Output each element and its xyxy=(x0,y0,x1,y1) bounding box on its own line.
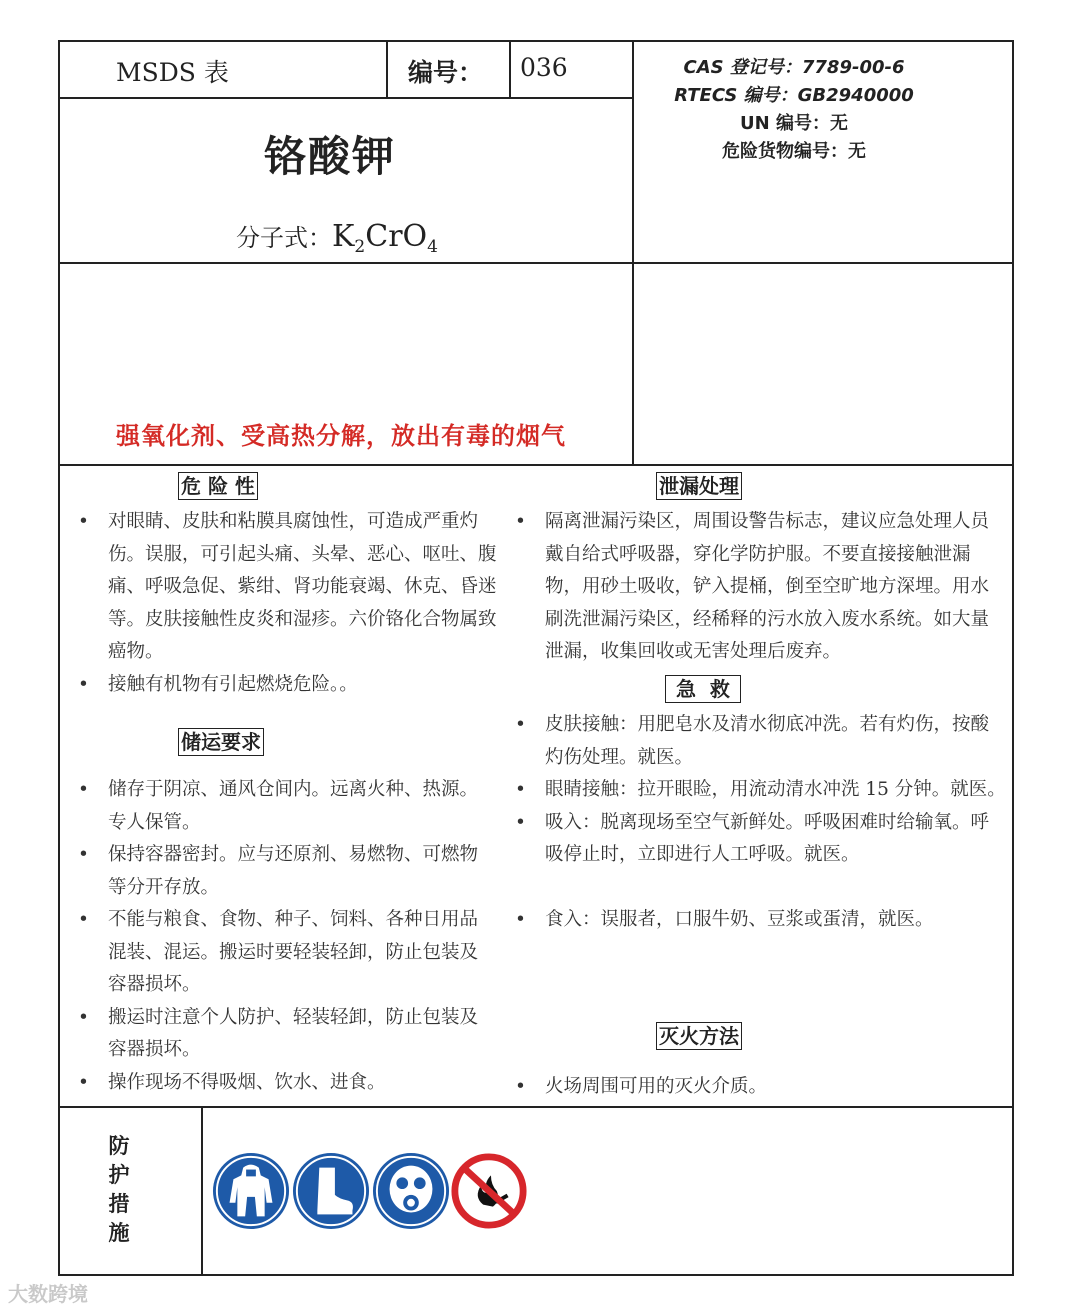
molecular-formula xyxy=(236,218,438,257)
list-item: • 食入：误服者，口服牛奶、豆浆或蛋清，就医。 xyxy=(515,908,934,930)
form-name: MSDS 表 xyxy=(116,58,229,87)
divider xyxy=(58,464,1014,466)
fire-list xyxy=(515,1071,993,1104)
watermark: 大数跨境 xyxy=(8,1282,88,1306)
list-item: • 皮肤接触：用肥皂水及清水彻底冲洗。若有灼伤，按酸灼伤处理。就医。 xyxy=(515,714,990,768)
chemical-name: 铬酸钾 xyxy=(264,132,397,181)
list-item: • 储存于阴凉、通风仓间内。远离火种、热源。专人保管。 xyxy=(78,779,479,833)
list-item: • 火场周围可用的灭火介质。 xyxy=(515,1076,768,1097)
section-title-fire: 灭火方法 xyxy=(656,1022,742,1050)
first-aid-list xyxy=(515,709,1007,936)
leak-list xyxy=(515,506,993,669)
no-fire-icon xyxy=(450,1152,528,1230)
list-item: • 吸入：脱离现场至空气新鲜处。呼吸困难时给输氧。呼吸停止时，立即进行人工呼吸。就医。 xyxy=(515,811,990,865)
storage-list xyxy=(78,774,486,1099)
formula-k: K xyxy=(332,219,355,254)
protection-label: 防护措施 xyxy=(108,1134,130,1245)
divider xyxy=(386,40,388,98)
hazard-warning: 强氧化剂、受高热分解，放出有毒的烟气 xyxy=(116,422,566,450)
number-label: 编号： xyxy=(408,58,484,87)
list-item: • 接触有机物有引起燃烧危险。。 xyxy=(78,673,358,695)
divider xyxy=(58,97,634,99)
safety-boots-icon xyxy=(292,1152,370,1230)
list-item: • 搬运时注意个人防护、轻装轻卸，防止包装及容器损坏。 xyxy=(78,1006,479,1060)
number-value: 036 xyxy=(520,53,568,82)
list-item: • 隔离泄漏污染区，周围设警告标志，建议应急处理人员戴自给式呼吸器，穿化学防护服。不要直接接触泄漏物，用砂土吸收，铲入提桶，倒至空旷地方深埋。用水刷洗泄漏污染区，经稀释的污水放入废水系统。如大量泄漏，收集回收或无害处理后废弃。 xyxy=(515,511,990,662)
rtecs-number: RTECS 编号：GB2940000 xyxy=(674,85,914,106)
divider xyxy=(58,262,1014,264)
formula-o-sub: 4 xyxy=(427,236,438,257)
hazards-list xyxy=(78,506,500,701)
section-title-first-aid: 急 救 xyxy=(665,675,741,703)
section-title-hazards: 危 险 性 xyxy=(178,472,258,500)
formula-cro: CrO xyxy=(365,219,428,254)
un-number: UN 编号：无 xyxy=(740,113,848,134)
section-title-storage: 储运要求 xyxy=(178,728,264,756)
section-title-leak: 泄漏处理 xyxy=(656,472,742,500)
list-item: • 操作现场不得吸烟、饮水、进食。 xyxy=(78,1071,386,1093)
formula-label: 分子式： xyxy=(236,224,332,252)
cas-number: CAS 登记号：7789-00-6 xyxy=(683,57,905,78)
dangerous-goods-number: 危险货物编号：无 xyxy=(722,141,866,162)
list-item: • 眼睛接触：拉开眼睑，用流动清水冲洗 15 分钟。就医。 xyxy=(515,779,1006,800)
list-item: • 不能与粮食、食物、种子、饲料、各种日用品混装、混运。搬运时要轻装轻卸，防止包装及容器损坏。 xyxy=(78,909,479,995)
list-item: • 保持容器密封。应与还原剂、易燃物、可燃物等分开存放。 xyxy=(78,844,479,898)
protective-suit-icon xyxy=(212,1152,290,1230)
identifiers-block xyxy=(634,54,954,166)
formula-k-sub: 2 xyxy=(354,236,366,257)
divider xyxy=(201,1106,203,1276)
gas-mask-icon xyxy=(372,1152,450,1230)
divider xyxy=(509,40,511,98)
list-item: • 对眼睛、皮肤和粘膜具腐蚀性，可造成严重灼伤。误服，可引起头痛、头晕、恶心、呕吐、腹痛、呼吸急促、紫绀、肾功能衰竭、休克、昏迷等。皮肤接触性皮炎和湿疹。六价铬化合物属致癌物。 xyxy=(78,511,497,662)
